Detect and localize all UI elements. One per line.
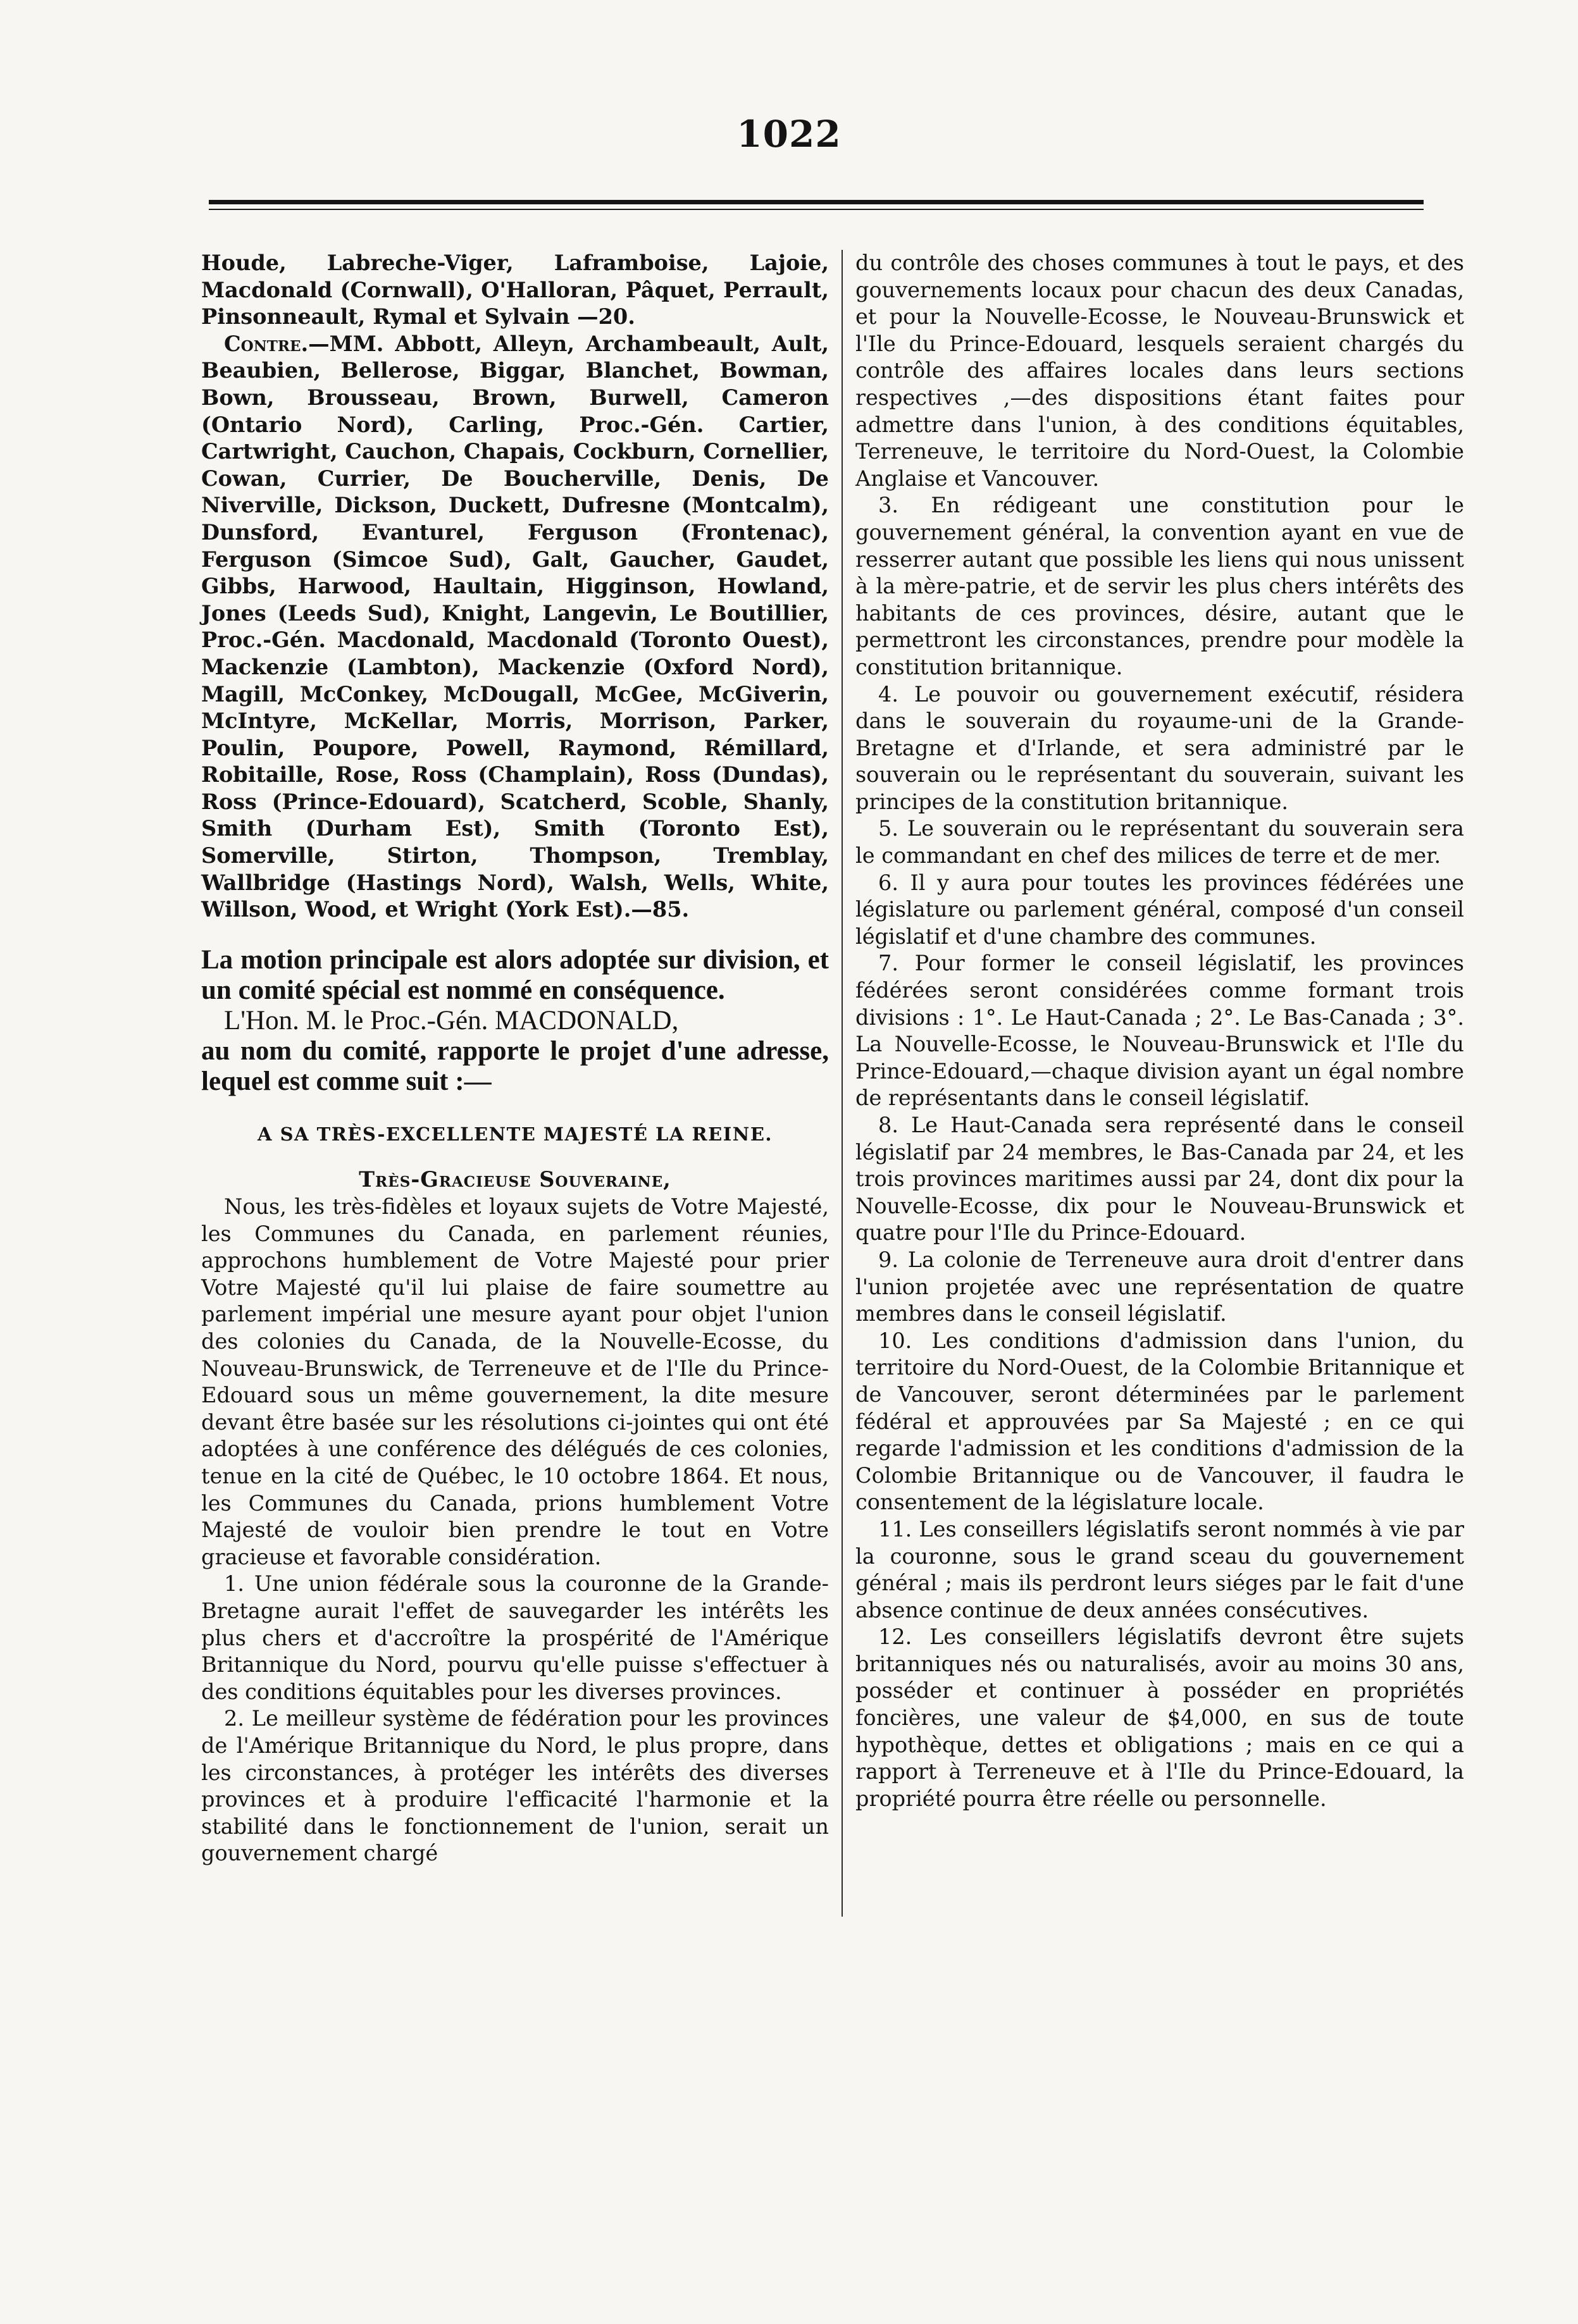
motion-report: au nom du comité, rapporte le projet d'une adresse, lequel est comme suit :— [201,1035,829,1096]
resolution-item: 6. Il y aura pour toutes les provinces fédérées une législature ou parlement général, composé d'un conseil législatif et d'une chambre des communes. [855,870,1464,949]
header-rule-thick [209,200,1424,204]
header-rule-thin [209,209,1424,210]
address-title: A SA TRÈS-EXCELLENTE MAJESTÉ LA REINE. [257,1123,773,1145]
resolution-item: 4. Le pouvoir ou gouvernement exécutif, résidera dans le souverain du royaume-uni de la Grande-Bretagne et d'Irlande, et sera administré par le souverain ou le représentant du souverain, suivant les principes de la constitution britannique. [855,681,1464,814]
resolution-item: 10. Les conditions d'admission dans l'union, du territoire du Nord-Ouest, de la Colombie Britannique et de Vancouver, seront déterminées par le parlement fédéral et approuvées par Sa Majesté ; en ce qui regarde l'admission et les conditions d'admission de la Colombie Britannique ou de Vancouver, il faudra le consentement de la législature locale. [855,1328,1464,1515]
resolution-item: 9. La colonie de Terreneuve aura droit d'entrer dans l'union projetée avec une représentation de quatre membres dans le conseil législatif. [855,1247,1464,1326]
resolution-item: 12. Les conseillers législatifs devront être sujets britanniques nés ou naturalisés, avoir au moins 30 ans, posséder et continuer à posséder en propriétés foncières, une valeur de $4,000, en sus de toute hypothèque, dettes et obligations ; mais en ce qui a rapport à Terreneuve et à l'Ile du Prince-Edouard, la propriété pourra être réelle ou personnelle. [855,1624,1464,1811]
column-divider [842,250,843,1917]
contre-names: Abbott, Alleyn, Archambeault, Ault, Beaubien, Bellerose, Biggar, Blanchet, Bowman, Bown, Brousseau, Brown, Burwell, Cameron (Ontario Nord), Carling, Proc.-Gén. Cartier, Cartwright, Cauchon, Chapais, Cockburn, Cornellier, Cowan, Currier, De Boucherville, Denis, De Niverville, Dickson, Duckett, Dufresne (Montcalm), Dunsford, Evanturel, Ferguson (Frontenac), Ferguson (Simcoe Sud), Galt, Gaucher, Gaudet, Gibbs, Harwood, Haultain, Higginson, Howland, Jones (Leeds Sud), Knight, Langevin, Le Boutillier, Proc.-Gén. Macdonald, Macdonald (Toronto Ouest), Mackenzie (Lambton), Mackenzie (Oxford Nord), Magill, McConkey, McDougall, McGee, McGiverin, McIntyre, McKellar, Morris, Morrison, Parker, Poulin, Poupore, Powell, Raymond, Rémillard, Robitaille, Rose, Ross (Champlain), Ross (Dundas), Ross (Prince-Edouard), Scatcherd, Scoble, Shanly, Smith (Durham Est), Smith (Toronto Est), Somerville, Stirton, Thompson, Tremblay, Wallbridge (Hastings Nord), Walsh, Wells, White, Willson, Wood, et Wright (York Est).—85. [201,331,829,922]
vote-contre [201,331,829,924]
motion-block [201,945,829,1097]
vote-pour-tail: Houde, Labreche-Viger, Laframboise, Lajoie, Macdonald (Cornwall), O'Halloran, Pâquet, Perrault, Pinsonneault, Rymal et Sylvain —20. [201,250,829,330]
resolution-item: 1. Une union fédérale sous la couronne de la Grande-Bretagne aurait l'effet de sauvegarder les intérêts les plus chers et d'accroître la prospérité de l'Amérique Britannique du Nord, pourvu qu'elle puisse s'effectuer à des conditions équitables pour les diverses provinces. [201,1571,829,1704]
resolution-item: 11. Les conseillers législatifs seront nommés à vie par la couronne, sous le grand sceau du gouvernement général ; mais ils perdront leurs siéges par le fait d'une absence continue de deux années consécutives. [855,1516,1464,1622]
right-column [855,250,1464,1812]
motion-adopted: La motion principale est alors adoptée sur division, et un comité spécial est nommé en conséquence. [201,944,829,1005]
page-number: 1022 [736,113,842,156]
resolution-item: 5. Le souverain ou le représentant du souverain sera le commandant en chef des milices de terre et de mer. [855,816,1464,868]
resolution-item: 3. En rédigeant une constitution pour le gouvernement général, la convention ayant en vue de resserrer autant que possible les liens qui nous unissent à la mère-patrie, et de servir les plus chers intérêts des habitants de ces provinces, désire, autant que le permettront les circonstances, prendre pour modèle la constitution britannique. [855,493,1464,679]
resolution-item: 7. Pour former le conseil législatif, les provinces fédérées seront considérées comme formant trois divisions : 1°. Le Haut-Canada ; 2°. Le Bas-Canada ; 3°. La Nouvelle-Ecosse, le Nouveau-Brunswick et l'Ile du Prince-Edouard,—chaque division ayant un égal nombre de représentants dans le conseil législatif. [855,951,1464,1111]
motion-speaker: L'Hon. M. le Proc.-Gén. MACDONALD, [224,1005,679,1035]
resolution-item: 8. Le Haut-Canada sera représenté dans le conseil législatif par 24 membres, le Bas-Canada par 24, et les trois provinces maritimes aussi par 24, dont dix pour la Nouvelle-Ecosse, dix pour le Nouveau-Brunswick et quatre pour l'Ile du Prince-Edouard. [855,1113,1464,1245]
contre-label: Contre.—MM. [224,331,384,356]
salutation: Très-Gracieuse Souveraine, [359,1167,671,1192]
left-column [201,250,829,1867]
resolution-item: 2. Le meilleur système de fédération pour les provinces de l'Amérique Britannique du Nord, le plus propre, dans les circonstances, à protéger les intérêts des diverses provinces et à produire l'efficacité l'harmonie et la stabilité dans le fonctionnement de l'union, serait un gouvernement chargé [201,1706,829,1866]
address-preamble: Nous, les très-fidèles et loyaux sujets de Votre Majesté, les Communes du Canada, en parlement réunies, approchons humblement de Votre Majesté pour prier Votre Majesté qu'il lui plaise de faire soumettre au parlement impérial une mesure ayant pour objet l'union des colonies du Canada, de la Nouvelle-Ecosse, du Nouveau-Brunswick, de Terreneuve et de l'Ile du Prince-Edouard sous un même gouvernement, la dite mesure devant être basée sur les résolutions ci-jointes qui ont été adoptées à une conférence des délégués de ces colonies, tenue en la cité de Québec, le 10 octobre 1864. Et nous, les Communes du Canada, prions humblement Votre Majesté de vouloir bien prendre le tout en Votre gracieuse et favorable considération. [201,1194,829,1569]
resolution-continuation: du contrôle des choses communes à tout le pays, et des gouvernements locaux pour chacun des deux Canadas, et pour la Nouvelle-Ecosse, le Nouveau-Brunswick et l'Ile du Prince-Edouard, lesquels seraient chargés du contrôle des affaires locales dans leurs sections respectives ,—des dispositions étant faites pour admettre dans l'union, à des conditions équitables, Terreneuve, le territoire du Nord-Ouest, la Colombie Anglaise et Vancouver. [855,250,1464,491]
